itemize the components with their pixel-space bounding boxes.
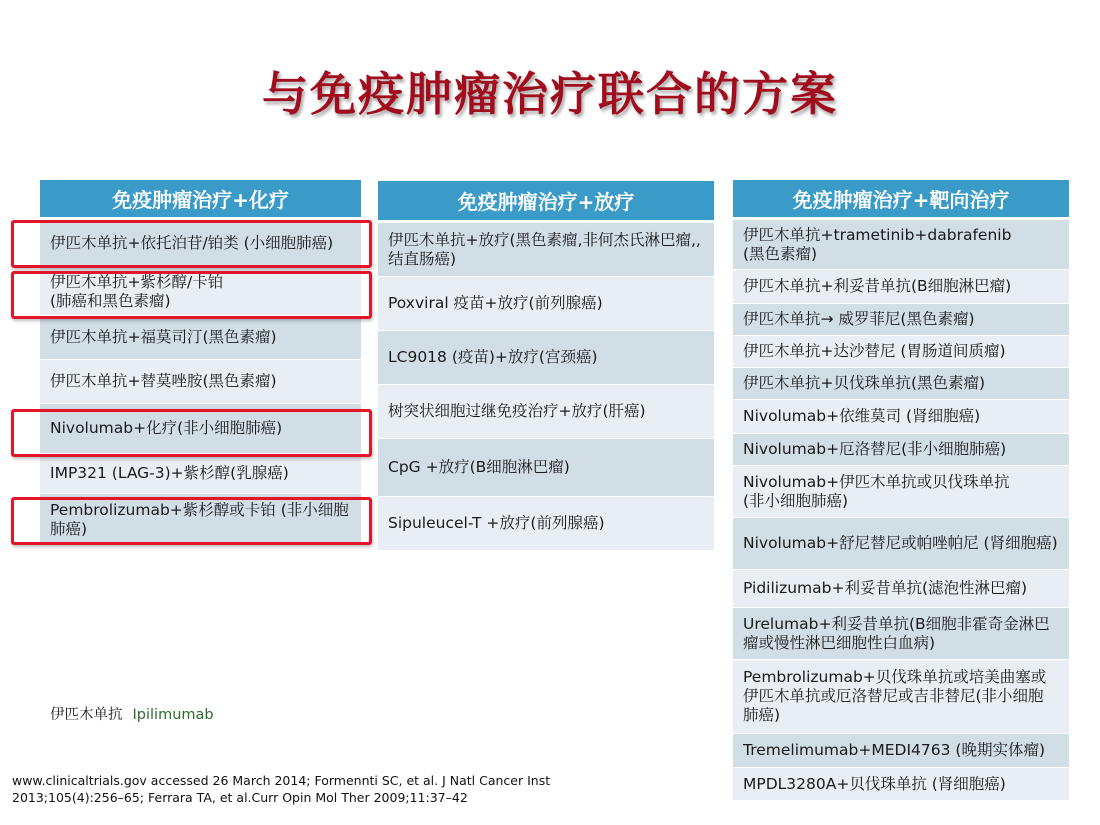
table-row: LC9018 (疫苗)+放疗(宫颈癌) bbox=[378, 331, 714, 385]
note-english: Ipilimumab bbox=[132, 707, 214, 723]
table-row: 伊匹木单抗+福莫司汀(黑色素瘤) bbox=[40, 316, 361, 360]
drug-name-note bbox=[50, 703, 214, 724]
table-row: Nivolumab+伊匹木单抗或贝伐珠单抗 (非小细胞肺癌) bbox=[733, 466, 1069, 518]
page-title: 与免疫肿瘤治疗联合的方案 bbox=[262, 67, 838, 121]
table-row: 伊匹木单抗+trametinib+dabrafenib (黑色素瘤) bbox=[733, 220, 1069, 270]
highlight-box bbox=[11, 409, 372, 457]
table-row: Urelumab+利妥昔单抗(B细胞非霍奇金淋巴瘤或慢性淋巴细胞性白血病) bbox=[733, 608, 1069, 660]
table-row: 伊匹木单抗+紫杉醇/卡铂 (肺癌和黑色素瘤) bbox=[40, 268, 361, 316]
table-row: Pembrolizumab+贝伐珠单抗或培美曲塞或伊匹木单抗或厄洛替尼或吉非替尼(非小细胞肺癌) bbox=[733, 660, 1069, 734]
table-row: Poxviral 疫苗+放疗(前列腺癌) bbox=[378, 277, 714, 331]
note-chinese: 伊匹木单抗 bbox=[50, 707, 123, 723]
table-row: 伊匹木单抗+放疗(黑色素瘤,非何杰氏淋巴瘤,, 结直肠癌) bbox=[378, 223, 714, 277]
table-row: 伊匹木单抗→ 威罗菲尼(黑色素瘤) bbox=[733, 304, 1069, 336]
table-row: 伊匹木单抗+依托泊苷/铂类 (小细胞肺癌) bbox=[40, 220, 361, 268]
table-row: 伊匹木单抗+贝伐珠单抗(黑色素瘤) bbox=[733, 368, 1069, 400]
references: www.clinicaltrials.gov accessed 26 March 2014; Formennti SC, et al. J Natl Cancer Inst 2013;105(4):256–65; Ferrara TA, et al.Curr Opin Mol Ther 2009;11:37–42 bbox=[12, 773, 551, 805]
table-radiotherapy bbox=[378, 181, 714, 551]
table-row: Nivolumab+舒尼替尼或帕唑帕尼 (肾细胞癌) bbox=[733, 518, 1069, 570]
table-row: Sipuleucel-T +放疗(前列腺癌) bbox=[378, 497, 714, 551]
table-row: 树突状细胞过继免疫治疗+放疗(肝癌) bbox=[378, 385, 714, 439]
highlight-box bbox=[11, 497, 372, 545]
table-header-radiotherapy: 免疫肿瘤治疗+放疗 bbox=[378, 181, 714, 223]
table-row: 伊匹木单抗+达沙替尼 (胃肠道间质瘤) bbox=[733, 336, 1069, 368]
table-row: Tremelimumab+MEDI4763 (晚期实体瘤) bbox=[733, 734, 1069, 768]
table-row: Pidilizumab+利妥昔单抗(滤泡性淋巴瘤) bbox=[733, 570, 1069, 608]
table-row: 伊匹木单抗+利妥昔单抗(B细胞淋巴瘤) bbox=[733, 270, 1069, 304]
table-row: Nivolumab+化疗(非小细胞肺癌) bbox=[40, 404, 361, 454]
table-row: CpG +放疗(B细胞淋巴瘤) bbox=[378, 439, 714, 497]
table-row: IMP321 (LAG-3)+紫杉醇(乳腺癌) bbox=[40, 454, 361, 494]
table-row: MPDL3280A+贝伐珠单抗 (肾细胞癌) bbox=[733, 768, 1069, 801]
table-header-chemotherapy: 免疫肿瘤治疗+化疗 bbox=[40, 180, 361, 220]
highlight-box bbox=[11, 271, 372, 319]
table-header-targeted-therapy: 免疫肿瘤治疗+靶向治疗 bbox=[733, 180, 1069, 220]
table-row: Nivolumab+厄洛替尼(非小细胞肺癌) bbox=[733, 434, 1069, 466]
table-row: 伊匹木单抗+替莫唑胺(黑色素瘤) bbox=[40, 360, 361, 404]
table-targeted-therapy bbox=[733, 180, 1069, 801]
highlight-box bbox=[11, 220, 372, 268]
table-row: Nivolumab+依维莫司 (肾细胞癌) bbox=[733, 400, 1069, 434]
table-row: Pembrolizumab+紫杉醇或卡铂 (非小细胞肺癌) bbox=[40, 494, 361, 546]
